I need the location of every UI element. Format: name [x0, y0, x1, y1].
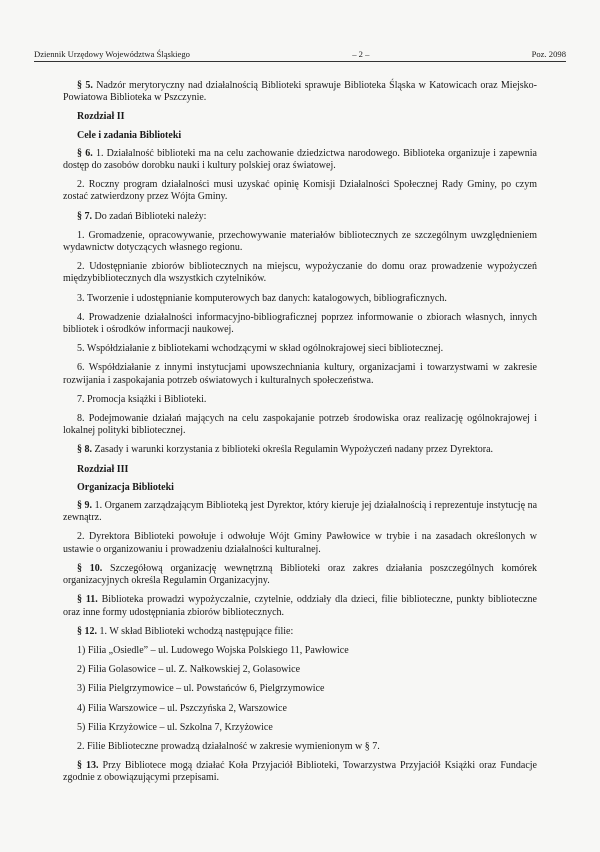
branch-item: 5) Filia Krzyżowice – ul. Szkolna 7, Krzyżowice: [77, 721, 273, 733]
section-7-item: 5. Współdziałanie z bibliotekami wchodzącymi w skład ogólnokrajowej sieci bibliotecznej.: [77, 343, 444, 355]
page-number: – 2 –: [352, 49, 370, 59]
section-7-item: 6. Współdziałanie z innymi instytucjami upowszechniania kultury, organizacjami i towarzystwami w zakresie rozwijania i zaspokajania potrzeb oświatowych i kulturalnych społeczeństwa.: [63, 362, 537, 386]
section-text: 1. Organem zarządzającym Biblioteką jest Dyrektor, który kieruje jej działalnością i reprezentuje instytucję na zewnątrz.: [63, 500, 538, 524]
section-text: Nadzór merytoryczny nad działalnością Biblioteki sprawuje Biblioteka Śląska w Katowicach oraz Miejsko-Powiatowa Biblioteka w Pszczynie.: [63, 80, 538, 104]
chapter-2-title: Rozdział II: [77, 111, 125, 123]
section-mark: § 9.: [77, 500, 93, 512]
chapter-3-title: Rozdział III: [77, 463, 129, 475]
page-header: [34, 49, 566, 59]
section-7-item: 8. Podejmowanie działań mających na celu zaspokajanie potrzeb środowiska oraz realizację ogólnokrajowej i lokalnej polityki bibliotecznej.: [63, 413, 537, 437]
journal-title: Dziennik Urzędowy Województwa Śląskiego: [34, 49, 190, 59]
chapter-2-subtitle: Cele i zadania Biblioteki: [77, 129, 182, 141]
section-10: [63, 563, 537, 587]
section-13: [63, 760, 537, 784]
section-11: [63, 594, 537, 618]
section-text: Zasady i warunki korzystania z biblioteki określa Regulamin Wypożyczeń nadany przez Dyrektora.: [94, 444, 494, 456]
header-divider: [34, 61, 566, 62]
section-7-item: 1. Gromadzenie, opracowywanie, przechowywanie materiałów bibliotecznych ze szczególnym uwzględnieniem wydawnictw dotyczących własnego regionu.: [63, 229, 537, 254]
position-number: Poz. 2098: [531, 49, 566, 59]
section-text: 1. Działalność biblioteki ma na celu zachowanie dziedzictwa narodowego. Biblioteka organizuje i zapewnia dostęp do zasobów dorobku nauki i kultury polskiej oraz światowej.: [63, 147, 537, 172]
section-mark: § 6.: [77, 147, 93, 159]
section-mark: § 13.: [77, 760, 99, 772]
section-7-item: 4. Prowadzenie działalności informacyjno-bibliograficznej poprzez informowanie o zbiorach własnych, innych bibliotek i ośrodków informacji naukowej.: [63, 311, 537, 336]
section-6-p1: [63, 148, 537, 172]
section-mark: § 7.: [77, 210, 92, 222]
chapter-3-subtitle: Organizacja Biblioteki: [77, 481, 174, 493]
section-7-item: 7. Promocja książki i Biblioteki.: [77, 393, 207, 405]
section-12-p2: 2. Filie Biblioteczne prowadzą działalność w zakresie wymienionym w § 7.: [77, 740, 380, 752]
branch-item: 4) Filia Warszowice – ul. Pszczyńska 2, Warszowice: [77, 702, 287, 714]
section-5: [63, 80, 537, 104]
section-mark: § 8.: [77, 444, 92, 456]
section-text: Szczegółową organizację wewnętrzną Biblioteki oraz zakres działania poszczególnych komórek organizacyjnych określa Regulamin Organizacyjny.: [63, 562, 538, 587]
section-mark: § 12.: [77, 625, 97, 637]
section-12-intro: [63, 626, 537, 638]
section-6-p2: 2. Roczny program działalności musi uzyskać opinię Komisji Działalności Społecznej Rady Gminy, po czym zostać zatwierdzony przez Wójta Gminy.: [63, 179, 537, 203]
branch-item: 3) Filia Pielgrzymowice – ul. Powstańców 6, Pielgrzymowice: [77, 683, 325, 695]
section-mark: § 11.: [77, 594, 98, 606]
section-mark: § 10.: [77, 562, 103, 574]
section-text: Do zadań Biblioteki należy:: [94, 210, 207, 222]
branch-item: 1) Filia „Osiedle” – ul. Ludowego Wojska Polskiego 11, Pawłowice: [77, 644, 349, 656]
branch-item: 2) Filia Golasowice – ul. Z. Nałkowskiej 2, Golasowice: [77, 664, 301, 676]
section-7-item: 2. Udostępnianie zbiorów bibliotecznych na miejscu, wypożyczanie do domu oraz prowadzenie wypożyczeń międzybibliotecznych dla wszystkich czytelników.: [63, 261, 537, 285]
section-8: [63, 444, 537, 456]
section-text: Przy Bibliotece mogą działać Koła Przyjaciół Biblioteki, Towarzystwa Przyjaciół Książki oraz Fundacje zgodnie z obowiązującymi przepisami.: [63, 760, 537, 784]
section-mark: § 5.: [77, 80, 93, 91]
document-body: [63, 80, 537, 792]
section-9-p1: [63, 500, 537, 524]
section-9-p2: 2. Dyrektora Biblioteki powołuje i odwołuje Wójt Gminy Pawłowice w trybie i na zasadach określonych w ustawie o organizowaniu i prowadzeniu działalności kulturalnej.: [63, 531, 537, 555]
section-7-item: 3. Tworzenie i udostępnianie komputerowych baz danych: katalogowych, bibliograficznych.: [77, 292, 447, 304]
section-text: Biblioteka prowadzi wypożyczalnie, czytelnie, oddziały dla dzieci, filie biblioteczne, punkty biblioteczne oraz inne formy udostępniania zbiorów bibliotecznych.: [63, 594, 537, 618]
section-7-intro: [63, 211, 537, 223]
section-text: 1. W skład Biblioteki wchodzą następujące filie:: [99, 625, 294, 637]
